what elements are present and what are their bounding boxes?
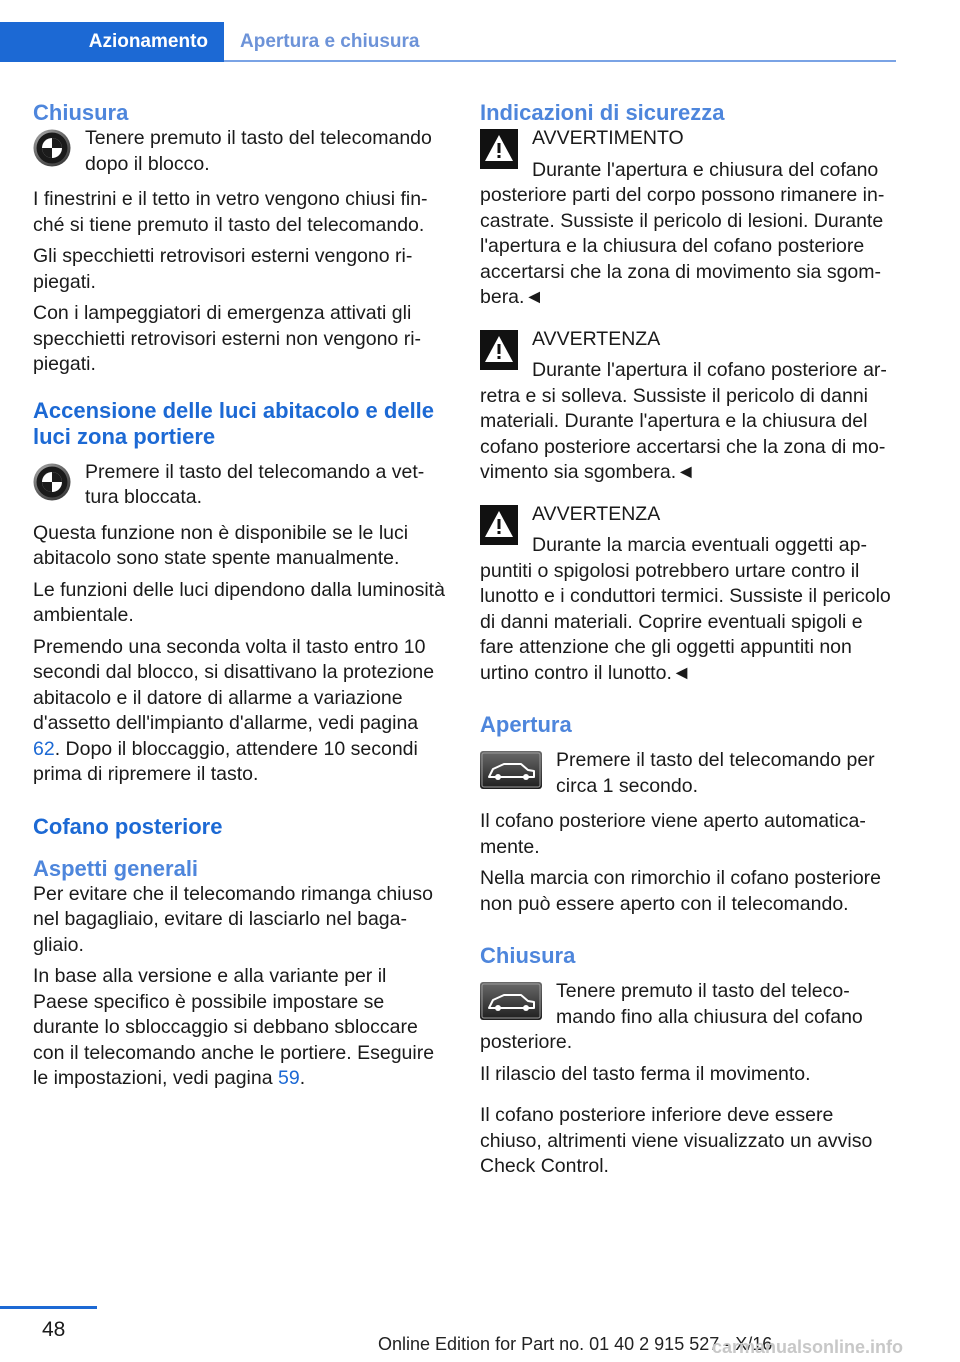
tab-azionamento[interactable]: Azionamento [0,22,224,62]
paragraph: Con i lampeggiatori di emergenza attivati gli specchietti retrovisori esterni non vengono ripiegati. [33,302,422,375]
paragraph: Premere il tasto del telecomando a vettura bloccata. [85,460,425,508]
warning-block [480,502,894,687]
left-column [33,100,447,1092]
warning-triangle-icon [480,330,518,370]
paragraph: Tenere premuto il tasto del telecomando dopo il blocco. [85,127,432,175]
text: . [299,1067,306,1089]
warning-block [480,126,894,311]
bmw-roundel-icon [33,463,71,501]
text: . Dopo il bloccaggio, attendere 10 secondi prima di ripremere il tasto. [33,737,418,785]
warning-triangle-icon [480,505,518,545]
warning-label: AVVERTENZA [532,502,661,525]
text: In base alla versione e alla variante per il Paese specifico è possibile impostare se durante lo sbloccaggio si debbano sbloccare con il telecomando anche le portiere. Eseguire le impostazioni, vedi pagina [33,965,435,1089]
paragraph: Gli specchietti retrovisori esterni vengono ripiegati. [33,245,413,293]
page-number: 48 [42,1318,66,1341]
paragraph: Il cofano posteriore viene aperto automaticamente. [480,810,866,858]
paragraph: Premere il tasto del telecomando per circa 1 secondo. [556,749,875,797]
page-header [0,22,896,62]
page-link-62[interactable]: 62 [33,737,55,760]
paragraph: Durante l'apertura e chiusura del cofano posteriore parti del corpo possono rimanere incastrate. Sussiste il pericolo di lesioni. Durante l'apertura e la chiusura del cofano posteriore accertarsi che la zona di movimento sia sgombera.◄ [480,158,885,308]
paragraph: Le funzioni delle luci dipendono dalla luminosità ambientale. [33,578,445,626]
warning-block [480,327,894,486]
icon-paragraph [480,979,894,1056]
paragraph: Nella marcia con rimorchio il cofano posteriore non può essere aperto con il telecomando. [480,867,881,915]
bmw-roundel-icon [33,129,71,167]
tab-apertura-chiusura[interactable]: Apertura e chiusura [240,31,420,52]
paragraph: Tenere premuto il tasto del telecomando fino alla chiusura del cofano posteriore. [480,980,863,1053]
section-title-chiusura: Chiusura [33,100,129,125]
text: Premendo una seconda volta il tasto entro 10 secondi dal blocco, si disattivano la protezione abitacolo e il datore di allarme a variazione d'assetto dell'impianto d'allarme, vedi pagina [33,635,435,734]
warning-triangle-icon [480,129,518,169]
paragraph [33,964,447,1092]
section-title-chiusura-cofano: Chiusura [480,943,576,968]
page-link-59[interactable]: 59 [277,1067,300,1089]
section-title-sicurezza: Indicazioni di sicurezza [480,100,725,125]
paragraph: Durante l'apertura il cofano posteriore arretra e si solleva. Sussiste il pericolo di danni materiali. Durante l'apertura e la chiusura del cofano posteriore accertarsi che la zona di movimento sia sgombera.◄ [480,359,887,483]
header-rule [224,60,896,62]
paragraph: Il rilascio del tasto ferma il movimento. [480,1062,811,1085]
watermark: carmanualsonline.info [712,1337,904,1357]
paragraph: I finestrini e il tetto in vetro vengono chiusi finché si tiene premuto il tasto del telecomando. [33,188,428,236]
section-title-aspetti: Aspetti generali [33,855,199,881]
edition-text: Online Edition for Part no. 01 40 2 915 527 - X/16 [378,1334,773,1354]
right-column [480,100,894,1180]
tailgate-car-icon [480,751,542,789]
tailgate-car-icon [480,982,542,1020]
footer-rule [0,1306,97,1309]
paragraph: Il cofano posteriore inferiore deve essere chiuso, altrimenti viene visualizzato un avviso Check Control. [480,1104,873,1177]
icon-paragraph [480,748,894,799]
icon-paragraph [33,460,447,511]
paragraph: Per evitare che il telecomando rimanga chiuso nel bagagliaio, evitare di lasciarlo nel bagagliaio. [33,882,433,956]
warning-label: AVVERTIMENTO [532,127,684,149]
section-title-cofano: Cofano posteriore [33,813,223,839]
paragraph [33,635,447,788]
section-title-luci: Accensione delle luci abitacolo e delle luci zona portiere [33,397,435,449]
section-title-apertura: Apertura [480,712,572,737]
paragraph: Durante la marcia eventuali oggetti appuntiti o spigolosi potrebbero urtare contro il lunotto e i conduttori termici. Sussiste il pericolo di danni materiali. Coprire eventuali spigoli e fare attenzione che gli oggetti appuntiti non urtino contro il lunotto.◄ [480,534,891,684]
icon-paragraph [33,126,447,177]
warning-label: AVVERTENZA [532,327,661,350]
paragraph: Questa funzione non è disponibile se le luci abitacolo sono state spente manualmente. [33,521,409,569]
